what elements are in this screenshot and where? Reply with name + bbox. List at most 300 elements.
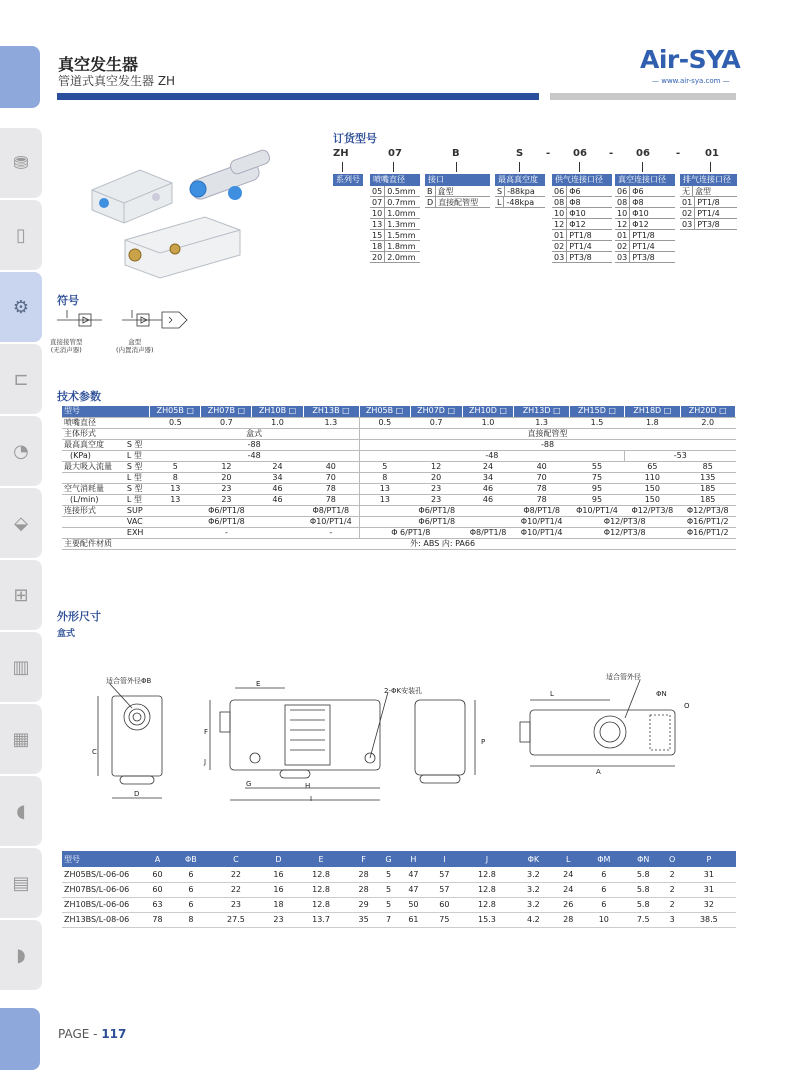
th-cell: P — [682, 851, 736, 867]
td-cell: 6 — [584, 897, 624, 912]
td-cell: S 型 — [125, 483, 150, 494]
code-option-row — [495, 186, 545, 197]
td-cell: Φ6/PT1/8 — [359, 516, 514, 527]
table-row — [62, 483, 736, 494]
th-cell: ΦB — [173, 851, 209, 867]
code-tick — [579, 162, 580, 172]
vac-port-box — [615, 174, 675, 263]
table-row — [62, 439, 736, 450]
td-cell: 空气消耗量 — [62, 483, 125, 494]
td-cell: 22 — [209, 882, 263, 897]
th-cell: 型号 — [62, 406, 150, 417]
th-cell: C — [209, 851, 263, 867]
th-cell: 型号 — [62, 851, 142, 867]
td-cell: SUP — [125, 505, 150, 516]
code-part: ZH — [333, 148, 349, 159]
table-row — [62, 897, 736, 912]
table-row — [62, 505, 736, 516]
code-key: 05 — [370, 186, 385, 196]
td-cell: 4.2 — [514, 912, 553, 927]
symbol-heading: 符号 — [57, 294, 79, 307]
code-key: 15 — [370, 230, 385, 240]
code-key: B — [425, 186, 436, 196]
td-cell: 185 — [680, 494, 735, 505]
td-cell: 35 — [348, 912, 379, 927]
td-cell: 3 — [663, 912, 682, 927]
code-value: Φ12 — [632, 220, 649, 229]
sidebar-gauge-icon[interactable]: ◔ — [0, 416, 42, 486]
th-cell: J — [460, 851, 514, 867]
code-tick — [642, 162, 643, 172]
th-cell: ZH13B □ — [303, 406, 359, 417]
code-option-row — [425, 197, 490, 208]
th-cell: ZH20D □ — [680, 406, 735, 417]
th-cell: ΦN — [624, 851, 663, 867]
td-cell: 6 — [173, 897, 209, 912]
td-cell: Φ10/PT1/4 — [303, 516, 359, 527]
td-cell: 0.5 — [150, 417, 201, 428]
td-cell: 最大吸入流量 — [62, 461, 125, 472]
td-cell: 0.5 — [359, 417, 410, 428]
code-value: 直接配管型 — [438, 198, 479, 207]
code-key: 03 — [680, 219, 695, 229]
series-box — [333, 174, 363, 186]
th-cell: A — [142, 851, 173, 867]
sidebar-block-icon[interactable]: ▥ — [0, 632, 42, 702]
td-cell: 60 — [142, 867, 173, 882]
code-value: -88kpa — [507, 187, 535, 196]
td-cell: 78 — [514, 483, 569, 494]
td-cell: 12.8 — [460, 867, 514, 882]
td-cell: 6 — [173, 867, 209, 882]
td-cell: 40 — [514, 461, 569, 472]
th-cell: ZH07D □ — [410, 406, 462, 417]
label-o: O — [684, 702, 690, 710]
code-option-row — [615, 186, 675, 197]
td-cell: 22 — [209, 867, 263, 882]
label-e: E — [256, 680, 261, 688]
td-cell: 47 — [398, 882, 429, 897]
td-cell: Φ16/PT1/2 — [680, 516, 735, 527]
code-option-row — [370, 197, 420, 208]
th-cell: I — [429, 851, 460, 867]
th-cell: ZH10D □ — [462, 406, 514, 417]
code-option-row — [680, 219, 737, 230]
td-cell: 31 — [682, 882, 736, 897]
top-side-tab — [0, 46, 40, 108]
td-cell: ZH05BS/L-06-06 — [62, 867, 142, 882]
td-cell: Φ12/PT3/8 — [569, 516, 680, 527]
brand-url: — www.air-sya.com — — [652, 77, 730, 85]
th-cell: E — [294, 851, 348, 867]
symbol-label-direct: 直接接管型 (无消声器) — [50, 338, 83, 354]
td-cell: VAC — [125, 516, 150, 527]
td-cell: 23 — [263, 912, 294, 927]
supply-box — [552, 174, 612, 263]
code-key: 12 — [552, 219, 567, 229]
code-value: Φ10 — [569, 209, 586, 218]
td-cell: 95 — [569, 483, 624, 494]
td-cell: 12 — [201, 461, 252, 472]
td-cell: 57 — [429, 867, 460, 882]
td-cell: 185 — [680, 483, 735, 494]
td-cell: L 型 — [125, 450, 150, 461]
sidebar-manifold-icon[interactable]: ▦ — [0, 704, 42, 774]
code-value: PT1/8 — [632, 231, 655, 240]
code-key: 01 — [680, 197, 695, 207]
td-cell: 16 — [263, 882, 294, 897]
code-value: 盒型 — [695, 187, 711, 196]
code-key: 13 — [370, 219, 385, 229]
td-cell: 95 — [569, 494, 624, 505]
vacuum-box — [495, 174, 545, 208]
td-cell: 110 — [625, 472, 680, 483]
td-cell: 3.2 — [514, 882, 553, 897]
port-head: 接口 — [425, 174, 490, 186]
code-option-row — [552, 230, 612, 241]
td-cell: 23 — [410, 494, 462, 505]
td-cell: 46 — [462, 494, 514, 505]
code-value: PT3/8 — [569, 253, 592, 262]
td-cell: L 型 — [125, 494, 150, 505]
code-value: PT1/4 — [632, 242, 655, 251]
td-cell: 1.3 — [514, 417, 569, 428]
label-i: I — [310, 795, 313, 803]
th-cell: ZH18D □ — [625, 406, 680, 417]
code-part: - — [676, 148, 681, 159]
table-row — [62, 417, 736, 428]
td-cell: 57 — [429, 882, 460, 897]
sidebar-elbow-icon[interactable]: ◖ — [0, 776, 42, 846]
code-value: Φ8 — [569, 198, 581, 207]
td-cell: 盒式 — [150, 428, 359, 439]
td-cell: Φ6/PT1/8 — [359, 505, 514, 516]
code-part: S — [516, 148, 524, 159]
code-key: 07 — [370, 197, 385, 207]
table-row — [62, 428, 736, 439]
label-ob: 适合管外径ΦB — [106, 677, 152, 685]
table-row — [62, 450, 736, 461]
code-key: 18 — [370, 241, 385, 251]
td-cell: 13.7 — [294, 912, 348, 927]
supply-head: 供气连接口径 — [552, 174, 612, 186]
code-option-row — [552, 219, 612, 230]
td-cell: Φ6/PT1/8 — [150, 505, 303, 516]
td-cell: 23 — [209, 897, 263, 912]
td-cell: S 型 — [125, 439, 150, 450]
td-cell: 连接形式 — [62, 505, 125, 516]
code-option-row — [680, 208, 737, 219]
category-sidebar — [0, 128, 42, 992]
code-key: 20 — [370, 252, 385, 262]
label-d: D — [134, 790, 140, 798]
label-l: L — [550, 690, 554, 698]
label-c: C — [92, 748, 97, 756]
td-cell: -48 — [359, 450, 625, 461]
td-cell: - — [303, 527, 359, 538]
td-cell: 3.2 — [514, 897, 553, 912]
td-cell: 75 — [429, 912, 460, 927]
td-cell: 27.5 — [209, 912, 263, 927]
td-cell: 60 — [142, 882, 173, 897]
code-key: 06 — [615, 186, 630, 196]
th-cell: ΦK — [514, 851, 553, 867]
code-key: 08 — [552, 197, 567, 207]
td-cell: 1.5 — [569, 417, 624, 428]
exhaust-head: 排气连接口径 — [680, 174, 737, 186]
table-row — [62, 538, 736, 549]
td-cell: -88 — [150, 439, 359, 450]
code-value: 2.0mm — [387, 253, 416, 262]
label-n: ΦN — [656, 690, 667, 698]
code-option-row — [552, 252, 612, 263]
tech-spec-table — [62, 406, 736, 550]
td-cell: Φ8/PT1/8 — [303, 505, 359, 516]
th-cell: H — [398, 851, 429, 867]
td-cell: 12.8 — [294, 882, 348, 897]
td-cell: 24 — [553, 867, 584, 882]
td-cell: 23 — [201, 494, 252, 505]
td-cell: 13 — [150, 494, 201, 505]
td-cell: 8 — [150, 472, 201, 483]
code-key: 10 — [552, 208, 567, 218]
label-om: 适合管外径 — [606, 673, 641, 681]
td-cell: 1.3 — [303, 417, 359, 428]
page-title: 真空发生器 — [58, 55, 139, 74]
code-option-row — [370, 252, 420, 263]
code-tick — [342, 162, 343, 172]
vacuum-head: 最高真空度 — [495, 174, 545, 186]
td-cell: 150 — [625, 494, 680, 505]
td-cell: 38.5 — [682, 912, 736, 927]
code-option-row — [615, 208, 675, 219]
td-cell: 3.2 — [514, 867, 553, 882]
td-cell: 7.5 — [624, 912, 663, 927]
td-cell: 150 — [625, 483, 680, 494]
code-option-row — [680, 186, 737, 197]
code-option-row — [370, 219, 420, 230]
td-cell: 12.8 — [460, 882, 514, 897]
td-cell: 28 — [553, 912, 584, 927]
code-key: 12 — [615, 219, 630, 229]
td-cell: ZH07BS/L-06-06 — [62, 882, 142, 897]
td-cell: 1.0 — [252, 417, 303, 428]
td-cell: 喷嘴直径 — [62, 417, 150, 428]
td-cell: - — [150, 527, 303, 538]
td-cell: Φ16/PT1/2 — [680, 527, 735, 538]
table-header — [62, 406, 736, 417]
code-key: L — [495, 197, 504, 207]
table-row — [62, 472, 736, 483]
td-cell: 31 — [682, 867, 736, 882]
sidebar-vacuum-icon[interactable]: ⚙ — [0, 272, 42, 342]
td-cell: 29 — [348, 897, 379, 912]
td-cell: 135 — [680, 472, 735, 483]
td-cell: Φ12/PT3/8 — [625, 505, 680, 516]
code-option-row — [370, 230, 420, 241]
td-cell: 最高真空度 — [62, 439, 125, 450]
td-cell: ZH10BS/L-06-06 — [62, 897, 142, 912]
td-cell: 46 — [462, 483, 514, 494]
label-f: F — [204, 728, 209, 736]
td-cell: Φ 6/PT1/8 — [359, 527, 462, 538]
td-cell: 50 — [398, 897, 429, 912]
code-option-row — [552, 197, 612, 208]
symbol-label-box: 盒型 (内置消声器) — [116, 338, 154, 354]
td-cell: 5 — [379, 897, 398, 912]
code-value: PT1/8 — [569, 231, 592, 240]
td-cell: 1.8 — [625, 417, 680, 428]
label-h: H — [305, 782, 311, 790]
td-cell: 12 — [410, 461, 462, 472]
page-number: PAGE - 117 — [58, 1027, 127, 1041]
brand-logo: Air-SYA — [640, 45, 741, 74]
code-key: 01 — [615, 230, 630, 240]
td-cell: 5.8 — [624, 867, 663, 882]
code-value: PT1/4 — [697, 209, 720, 218]
code-value: -48kpa — [506, 198, 535, 207]
code-part: 01 — [705, 148, 719, 159]
sidebar-hose-icon[interactable]: ◗ — [0, 920, 42, 990]
td-cell: Φ8/PT1/8 — [462, 527, 514, 538]
code-tick — [456, 162, 457, 172]
code-value: Φ6 — [569, 187, 581, 196]
sidebar-filter-icon[interactable]: ⛃ — [0, 128, 42, 198]
td-cell: 23 — [410, 483, 462, 494]
code-value: 0.7mm — [387, 198, 416, 207]
table-row — [62, 867, 736, 882]
th-cell: O — [663, 851, 682, 867]
code-value: PT3/8 — [632, 253, 655, 262]
code-key: 06 — [552, 186, 567, 196]
dimension-table — [62, 851, 736, 928]
code-option-row — [615, 219, 675, 230]
td-cell: 46 — [252, 494, 303, 505]
code-part: B — [452, 148, 460, 159]
code-key: 02 — [680, 208, 695, 218]
code-option-row — [370, 241, 420, 252]
code-value: PT3/8 — [697, 220, 720, 229]
code-value: 1.8mm — [387, 242, 416, 251]
td-cell: 1.0 — [462, 417, 514, 428]
td-cell: 15.3 — [460, 912, 514, 927]
label-p: P — [481, 738, 486, 746]
td-cell: 0.7 — [410, 417, 462, 428]
code-tick — [393, 162, 394, 172]
table-row — [62, 461, 736, 472]
td-cell: 12.8 — [294, 867, 348, 882]
td-cell: 6 — [173, 882, 209, 897]
code-option-row — [680, 197, 737, 208]
td-cell: EXH — [125, 527, 150, 538]
code-key: 无 — [680, 186, 693, 196]
td-cell: 5.8 — [624, 882, 663, 897]
td-cell: 24 — [553, 882, 584, 897]
td-cell: 61 — [398, 912, 429, 927]
th-cell: ZH05B □ — [150, 406, 201, 417]
td-cell: 5 — [379, 882, 398, 897]
code-option-row — [425, 186, 490, 197]
sidebar-silencer-icon[interactable]: ▤ — [0, 848, 42, 918]
td-cell: 2 — [663, 867, 682, 882]
td-cell: 8 — [359, 472, 410, 483]
code-value: PT1/4 — [569, 242, 592, 251]
td-cell: 7 — [379, 912, 398, 927]
td-cell: Φ12/PT3/8 — [569, 527, 680, 538]
td-cell: 78 — [303, 494, 359, 505]
label-j: J — [204, 758, 207, 766]
td-cell: 78 — [142, 912, 173, 927]
sidebar-fitting-icon[interactable]: ⊏ — [0, 344, 42, 414]
td-cell: Φ12/PT3/8 — [680, 505, 735, 516]
td-cell: 65 — [625, 461, 680, 472]
td-cell: 6 — [584, 867, 624, 882]
code-value: Φ10 — [632, 209, 649, 218]
td-cell: 5 — [150, 461, 201, 472]
vac-port-head: 真空连接口径 — [615, 174, 675, 186]
td-cell: 34 — [462, 472, 514, 483]
td-cell: Φ10/PT1/4 — [514, 516, 569, 527]
code-option-row — [370, 186, 420, 197]
th-cell: G — [379, 851, 398, 867]
code-key: 03 — [615, 252, 630, 262]
td-cell: 12.8 — [294, 897, 348, 912]
td-cell: (KPa) — [62, 450, 125, 461]
td-cell: 46 — [252, 483, 303, 494]
code-option-row — [552, 241, 612, 252]
th-cell: D — [263, 851, 294, 867]
td-cell: 16 — [263, 867, 294, 882]
table-row — [62, 912, 736, 927]
product-photo — [80, 145, 300, 290]
td-cell: 10 — [584, 912, 624, 927]
code-option-row — [495, 197, 545, 208]
td-cell: (L/min) — [62, 494, 125, 505]
td-cell: 20 — [201, 472, 252, 483]
code-key: 10 — [615, 208, 630, 218]
td-cell: 主体形式 — [62, 428, 150, 439]
label-g: G — [246, 780, 252, 788]
td-cell: Φ8/PT1/8 — [514, 505, 569, 516]
pneumatic-symbols — [57, 308, 197, 338]
code-key: 02 — [552, 241, 567, 251]
td-cell: 18 — [263, 897, 294, 912]
label-a: A — [596, 768, 601, 776]
code-part: 06 — [636, 148, 650, 159]
table-row — [62, 882, 736, 897]
sidebar-valve-icon[interactable]: ⊞ — [0, 560, 42, 630]
header-bar-blue — [57, 93, 539, 100]
sidebar-cylinder-icon[interactable]: ▯ — [0, 200, 42, 270]
code-option-row — [615, 230, 675, 241]
td-cell: 0.7 — [201, 417, 252, 428]
td-cell: 5.8 — [624, 897, 663, 912]
td-cell: 24 — [252, 461, 303, 472]
sidebar-pad-icon[interactable]: ⬙ — [0, 488, 42, 558]
td-cell: Φ10/PT1/4 — [514, 527, 569, 538]
code-option-row — [615, 241, 675, 252]
code-tick — [710, 162, 711, 172]
exhaust-box — [680, 174, 737, 230]
code-value: Φ12 — [569, 220, 586, 229]
td-cell: 13 — [150, 483, 201, 494]
code-key: 01 — [552, 230, 567, 240]
code-key: 10 — [370, 208, 385, 218]
code-key: 02 — [615, 241, 630, 251]
code-option-row — [370, 208, 420, 219]
td-cell: -48 — [150, 450, 359, 461]
td-cell: 5 — [359, 461, 410, 472]
